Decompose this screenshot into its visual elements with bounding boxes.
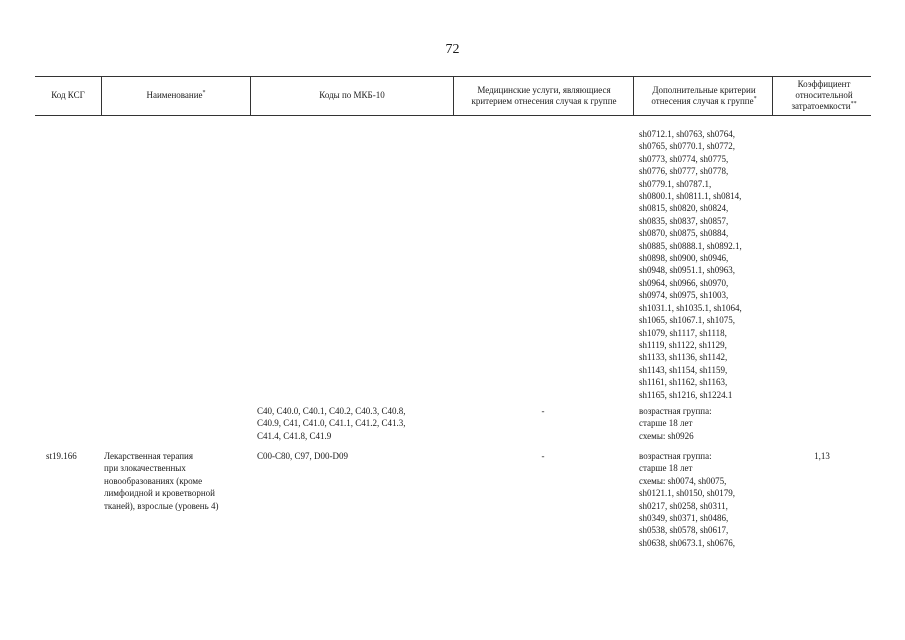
header-coef-label: Коэффициент относительной затратоемкости (791, 79, 853, 111)
row-services: - (541, 406, 545, 416)
header-mkb (251, 76, 453, 115)
header-services-label: Медицинские услуги, являющиеся критерием отнесения случая к группе (471, 84, 617, 106)
row-criteria: возрастная группа: старше 18 лет схемы: sh0926 (639, 406, 712, 441)
header-mkb-label: Коды по МКБ-10 (319, 90, 385, 100)
header-criteria-label: Дополнительные критерии отнесения случая к группе (651, 84, 756, 106)
column-divider (453, 76, 454, 115)
row-criteria: возрастная группа: старше 18 лет схемы: sh0074, sh0075, sh0121.1, sh0150, sh0179, sh0217, sh0258, sh0311, sh0349, sh0371, sh0486, sh0538, sh0578, sh0617, sh0638, sh0673.1, sh0676, (639, 451, 736, 548)
row-mkb-codes: C00-C80, C97, D00-D09 (257, 451, 349, 461)
row-mkb-codes: C40, C40.0, C40.1, C40.2, C40.3, C40.8, C40.9, C41, C41.0, C41.1, C41.2, C41.3, C41.4, C41.8, C41.9 (257, 406, 406, 441)
header-name-footnote-mark: * (202, 90, 206, 96)
row-ksg-code: st19.166 (46, 451, 77, 461)
header-code-label: Код КСГ (51, 90, 85, 100)
page-number: 72 (445, 42, 460, 57)
row-criteria-continued: sh0712.1, sh0763, sh0764, sh0765, sh0770.1, sh0772, sh0773, sh0774, sh0775, sh0776, sh0777, sh0778, sh0779.1, sh0787.1, sh0800.1, sh0811.1, sh0814, sh0815, sh0820, sh0824, sh0835, sh0837, sh0857, sh0870, sh0875, sh0884, sh0885, sh0888.1, sh0892.1, sh0898, sh0900, sh0946, sh0948, sh0951.1, sh0963, sh0964, sh0966, sh0970, sh0974, sh0975, sh1003, sh1031.1, sh1035.1, sh1064, sh1065, sh1067.1, sh1075, sh1079, sh1117, sh1118, sh1119, sh1122, sh1129, sh1133, sh1136, sh1142, sh1143, sh1154, sh1159, sh1161, sh1162, sh1163, sh1165, sh1216, sh1224.1 (639, 129, 742, 400)
header-coef-footnote-mark: ** (850, 101, 857, 107)
table-header-bottom-border (35, 115, 871, 116)
header-criteria (638, 76, 770, 115)
column-divider (633, 76, 634, 115)
header-name (102, 76, 250, 115)
row-services: - (541, 451, 545, 461)
header-name-label: Наименование (146, 90, 203, 100)
row-coefficient: 1,13 (814, 451, 830, 461)
header-code (35, 76, 101, 115)
header-coef (777, 76, 871, 115)
header-criteria-footnote-mark: * (753, 95, 757, 102)
row-name: Лекарственная терапия при злокачественных новообразованиях (кроме лимфоидной и кроветворной тканей), взрослые (уровень 4) (104, 451, 219, 511)
header-services (462, 76, 626, 115)
column-divider (772, 76, 773, 115)
